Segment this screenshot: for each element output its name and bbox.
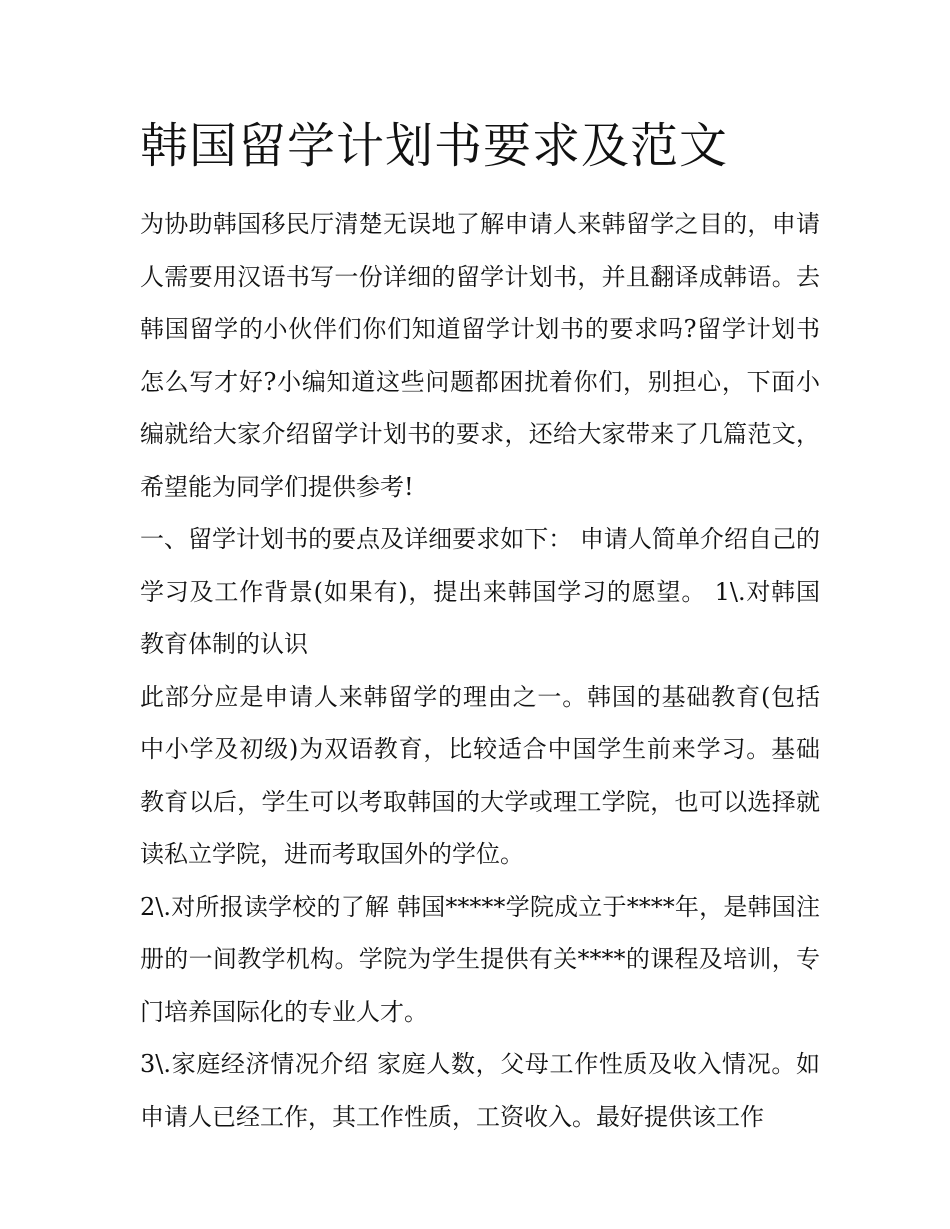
paragraph-section-one: 一、留学计划书的要点及详细要求如下： 申请人简单介绍自己的学习及工作背景(如果有)，提出来韩国学习的愿望。 1\.对韩国教育体制的认识 bbox=[140, 525, 820, 658]
paragraph-education-system: 此部分应是申请人来韩留学的理由之一。韩国的基础教育(包括中小学及初级)为双语教育，比较适合中国学生前来学习。基础教育以后，学生可以考取韩国的大学或理工学院，也可以选择就读私立学院，进而考取国外的学位。 bbox=[140, 682, 820, 868]
paragraph-family-finance: 3\.家庭经济情况介绍 家庭人数，父母工作性质及收入情况。如申请人已经工作，其工作性质，工资收入。最好提供该工作 bbox=[140, 1050, 820, 1131]
document-page bbox=[140, 110, 820, 1143]
paragraph-intro: 为协助韩国移民厅清楚无误地了解申请人来韩留学之目的，申请人需要用汉语书写一份详细的留学计划书，并且翻译成韩语。去韩国留学的小伙伴们你们知道留学计划书的要求吗?留学计划书怎么写才好?小编知道这些问题都困扰着你们，别担心，下面小编就给大家介绍留学计划书的要求，还给大家带来了几篇范文，希望能为同学们提供参考! bbox=[140, 210, 820, 501]
document-title: 韩国留学计划书要求及范文 bbox=[140, 118, 729, 174]
paragraph-school-knowledge: 2\.对所报读学校的了解 韩国*****学院成立于****年，是韩国注册的一间教学机构。学院为学生提供有关****的课程及培训，专门培养国际化的专业人才。 bbox=[140, 892, 820, 1026]
